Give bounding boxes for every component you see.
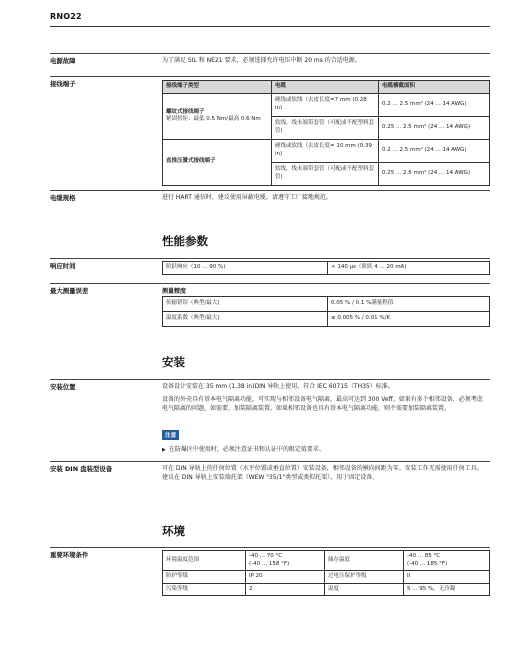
table-cell: 硬线或软线（去皮长度=7 mm (0.28 in) — [272, 93, 379, 116]
cable-spec-text: 进行 HART 通信时，建议使用屏蔽电缆。请遵守工厂接地规范。 — [162, 194, 332, 201]
table-cell: ≤ 0.005 % / 0.01 %/K — [328, 312, 490, 327]
table-cell: 储存温度 — [325, 551, 404, 571]
table-header-cell: 电缆横截面积 — [379, 81, 490, 94]
table-cell: 传输错误（典型/最大) — [163, 297, 328, 312]
install-position-text: 设备设计安装在 35 mm (1.38 in)DIN 导轨上使用，符合 IEC 60715（TH35）标准。 — [162, 383, 394, 390]
section-rule — [50, 547, 490, 548]
accuracy-label: 最大测量误差 — [50, 287, 89, 295]
document-code: RNO22 — [50, 12, 82, 21]
table-cell: -40 ... 70 °C (-40 ... 158 °F) — [246, 551, 325, 571]
table-cell: 环境温度范围 — [163, 551, 246, 571]
section-rule — [50, 379, 490, 380]
table-cell: 0.2 ... 2.5 mm² (24 ... 14 AWG) — [379, 139, 490, 162]
power-fault-label: 电源故障 — [50, 57, 76, 65]
section-rule — [50, 461, 490, 462]
section-rule — [50, 258, 490, 259]
table-cell: 温度系数（典型/最大) — [163, 312, 328, 327]
section-title-performance: 性能参数 — [162, 234, 208, 248]
terminals-label: 接线端子 — [50, 80, 76, 88]
section-title-environment: 环境 — [162, 524, 185, 538]
table-cell: 软线，线末端带套管（可配或不配塑料套管) — [272, 162, 379, 185]
table-cell: 硬线或软线（去皮长度= 10 mm (0.39 in) — [272, 139, 379, 162]
din-install-text: 可在 DIN 导轨上的任何位置（水平位置或垂直位置）安装设备，相邻设备的横向间距为零。安装工作无需使用任何工具。建议在 DIN 导轨上安装端托架（WEW "35/1"类型或类似托架），用于固定设备。 — [162, 465, 483, 481]
table-row — [163, 583, 490, 596]
table-header-cell: 接线端子类型 — [163, 81, 272, 94]
table-cell: 0.25 ... 2.5 mm² (24 ... 14 AWG) — [379, 116, 490, 139]
terminals-table — [162, 80, 490, 186]
table-cell: 软线，线末端带套管（可配或不配塑料套管) — [272, 116, 379, 139]
din-install-label: 安装 DIN 盘装型设备 — [50, 465, 113, 473]
power-fault-text: 为了满足 SIL 和 NE21 要求，必须选择允许电压中断 20 ms 的合适电源。 — [162, 57, 361, 64]
push-terminal-type: 直推压簧式接线端子 — [163, 139, 272, 185]
env-conditions-table — [162, 550, 490, 596]
section-rule — [50, 76, 490, 77]
screw-terminal-torque: 紧固扭矩：最低 0.5 Nm/最高 0.6 Nm — [166, 116, 261, 122]
note-badge: 注意 — [162, 430, 179, 440]
table-cell: IP 20 — [246, 571, 325, 584]
table-row — [163, 262, 490, 275]
table-cell: 阶跃响应（10 ... 90 %) — [163, 262, 328, 275]
table-row — [163, 312, 490, 327]
table-row — [163, 571, 490, 584]
section-rule — [50, 53, 490, 54]
section-rule — [50, 190, 490, 191]
accuracy-table — [162, 296, 490, 327]
header-rule — [50, 26, 490, 27]
table-cell: 5 ... 95 %，无冷凝 — [404, 583, 490, 596]
cable-spec-label: 电缆规格 — [50, 194, 76, 202]
response-time-label: 响应时间 — [50, 262, 76, 270]
table-header-cell: 电缆 — [272, 81, 379, 94]
table-row — [163, 93, 490, 116]
table-cell: -40 ... 85 °C (-40 ... 185 °F) — [404, 551, 490, 571]
install-isolation-text: 设备的外壳具有基本电气隔离功能，可实现与相邻设备电气隔离，最高可达到 300 Veff。如果有多个相邻设备，必须考虑电气隔离的问题，如需要，加装隔离装置。如果相邻设备也具有基本电气隔离功能，则不需要加装隔离装置。 — [162, 396, 483, 412]
table-cell: II — [404, 571, 490, 584]
table-cell: < 140 µs（阶跃 4 ... 20 mA) — [328, 262, 490, 275]
table-row — [163, 551, 490, 571]
table-cell: 污染等级 — [163, 583, 246, 596]
response-time-table — [162, 261, 490, 275]
note-text: 在防爆区中使用时，必须注意证书和认证中的限定值要求。 — [168, 446, 325, 453]
triangle-bullet-icon: ▶ — [162, 447, 166, 453]
table-row — [163, 297, 490, 312]
table-cell: 2 — [246, 583, 325, 596]
screw-terminal-type: 螺纹式接线端子 — [166, 108, 205, 115]
table-row — [163, 139, 490, 162]
table-header-row — [163, 81, 490, 94]
table-cell: 0.2 ... 2.5 mm² (24 ... 14 AWG) — [379, 93, 490, 116]
screw-terminal-cell — [163, 93, 272, 139]
table-cell: 0.25 ... 2.5 mm² (24 ... 14 AWG) — [379, 162, 490, 185]
table-cell: 过电压保护等级 — [325, 571, 404, 584]
env-conditions-label: 重要环境条件 — [50, 551, 89, 559]
table-cell: 0.05 % / 0.1 %满量程值 — [328, 297, 490, 312]
install-position-label: 安装位置 — [50, 383, 76, 391]
table-cell: 湿度 — [325, 583, 404, 596]
section-rule — [50, 283, 490, 284]
section-title-install: 安装 — [162, 355, 185, 369]
note-bullet — [162, 444, 325, 453]
accuracy-title: 测量精度 — [162, 288, 187, 295]
table-cell: 防护等级 — [163, 571, 246, 584]
